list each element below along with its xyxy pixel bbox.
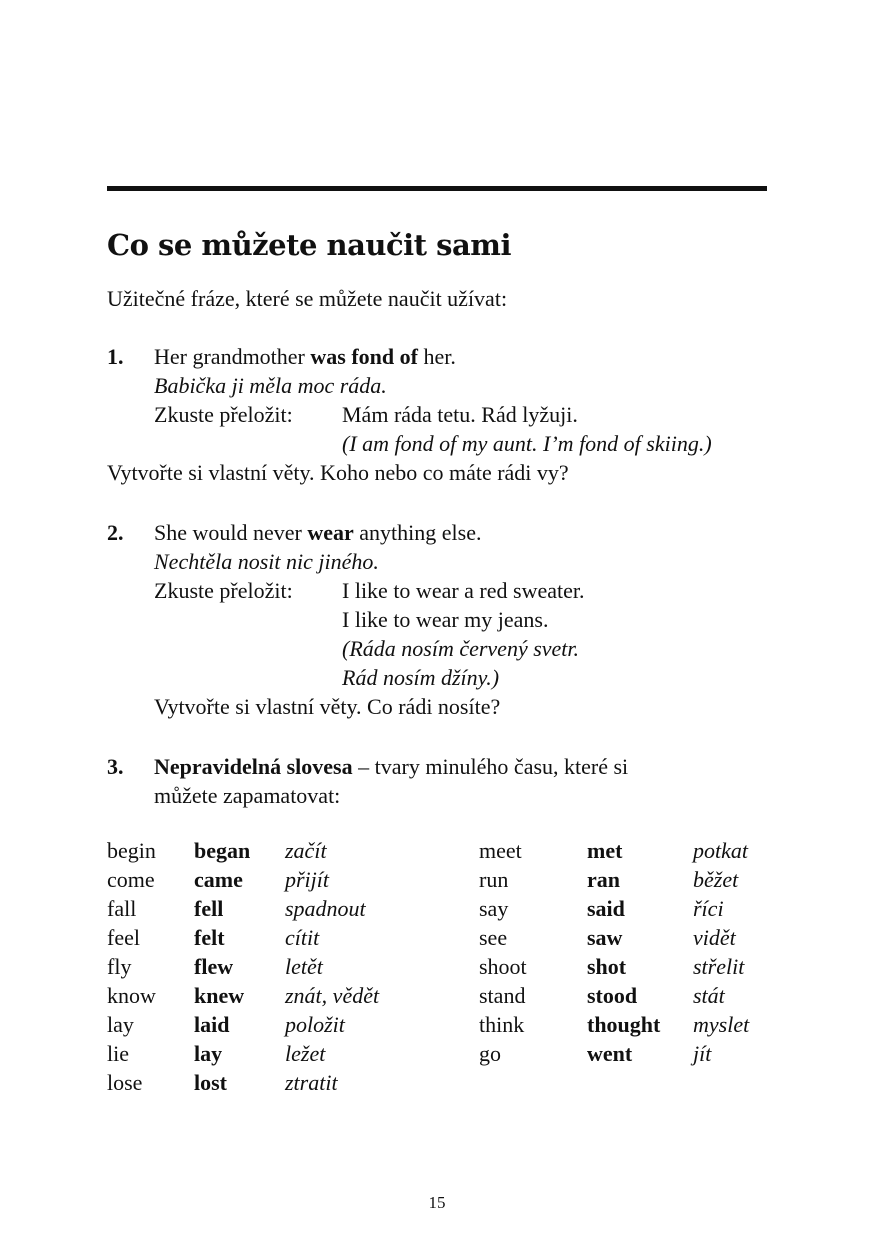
own-sentences-prompt: Vytvořte si vlastní věty. Co rádi nosíte? (154, 694, 501, 719)
verb-translation: položit (285, 1012, 345, 1037)
item-number: 1. (107, 344, 124, 369)
verb-translation: ztratit (285, 1070, 338, 1095)
verb-base: come (107, 867, 155, 892)
verb-base: see (479, 925, 508, 950)
verb-past: lost (194, 1070, 227, 1095)
verb-base: lie (107, 1041, 129, 1066)
verb-past: shot (587, 954, 627, 979)
verb-past: fell (194, 896, 224, 921)
verb-past: thought (587, 1012, 661, 1037)
verb-translation: začít (285, 838, 327, 863)
verb-past: felt (194, 925, 225, 950)
try-translation: (Ráda nosím červený svetr. (342, 636, 580, 661)
verb-translation: vidět (693, 925, 736, 950)
example-translation: Nechtěla nosit nic jiného. (154, 549, 379, 574)
key-phrase: Nepravidelná slovesa (154, 754, 353, 779)
verb-base: think (479, 1012, 525, 1037)
verb-past: came (194, 867, 243, 892)
verb-translation: spadnout (285, 896, 366, 921)
verb-base: fly (107, 954, 132, 979)
key-phrase: was fond of (310, 344, 418, 369)
verb-past: saw (587, 925, 623, 950)
example-sentence: She would never wear anything else. (154, 520, 482, 545)
verb-translation: jít (693, 1041, 712, 1066)
verb-base: stand (479, 983, 526, 1008)
top-rule (107, 186, 767, 191)
verb-base: go (479, 1041, 501, 1066)
example-sentence: Her grandmother was fond of her. (154, 344, 456, 369)
verb-base: feel (107, 925, 140, 950)
verb-translation: cítit (285, 925, 320, 950)
verb-base: meet (479, 838, 522, 863)
verb-translation: stát (693, 983, 725, 1008)
try-sentence: I like to wear a red sweater. (342, 578, 585, 603)
page-number: 15 (428, 1193, 446, 1212)
example-translation: Babička ji měla moc ráda. (154, 373, 387, 398)
verb-translation: přijít (285, 867, 330, 892)
verb-past: ran (587, 867, 620, 892)
verb-translation: říci (693, 896, 724, 921)
key-phrase: wear (307, 520, 354, 545)
verb-base: shoot (479, 954, 527, 979)
own-sentences-prompt: Vytvořte si vlastní věty. Koho nebo co máte rádi vy? (107, 460, 569, 485)
try-label: Zkuste přeložit: (154, 402, 293, 427)
verb-past: laid (194, 1012, 230, 1037)
verb-past: flew (194, 954, 234, 979)
verb-past: began (194, 838, 251, 863)
verb-translation: ležet (285, 1041, 326, 1066)
verb-past: said (587, 896, 625, 921)
try-sentence: Mám ráda tetu. Rád lyžuji. (342, 402, 578, 427)
verb-base: lose (107, 1070, 143, 1095)
verb-translation: běžet (693, 867, 739, 892)
verb-base: run (479, 867, 509, 892)
verb-base: say (479, 896, 509, 921)
verb-past: knew (194, 983, 245, 1008)
verb-base: know (107, 983, 156, 1008)
verb-translation: střelit (693, 954, 745, 979)
section-title: Co se můžete naučit sami (107, 228, 511, 262)
intro-text: Užitečné fráze, které se můžete naučit užívat: (107, 286, 508, 311)
item-heading: Nepravidelná slovesa – tvary minulého času, které si (154, 754, 629, 779)
verb-past: stood (587, 983, 638, 1008)
try-translation: Rád nosím džíny.) (342, 665, 500, 690)
verb-translation: znát, vědět (285, 983, 380, 1008)
verb-past: met (587, 838, 623, 863)
verb-base: fall (107, 896, 137, 921)
verb-translation: potkat (693, 838, 748, 863)
verb-translation: letět (285, 954, 323, 979)
verb-past: lay (194, 1041, 223, 1066)
verb-translation: myslet (693, 1012, 750, 1037)
verb-base: begin (107, 838, 156, 863)
try-label: Zkuste přeložit: (154, 578, 293, 603)
verb-base: lay (107, 1012, 134, 1037)
verb-past: went (587, 1041, 633, 1066)
item-heading-line2: můžete zapamatovat: (154, 783, 341, 808)
item-number: 2. (107, 520, 124, 545)
item-number: 3. (107, 754, 124, 779)
try-translation: (I am fond of my aunt. I’m fond of skiing.) (342, 431, 712, 456)
try-sentence: I like to wear my jeans. (342, 607, 549, 632)
